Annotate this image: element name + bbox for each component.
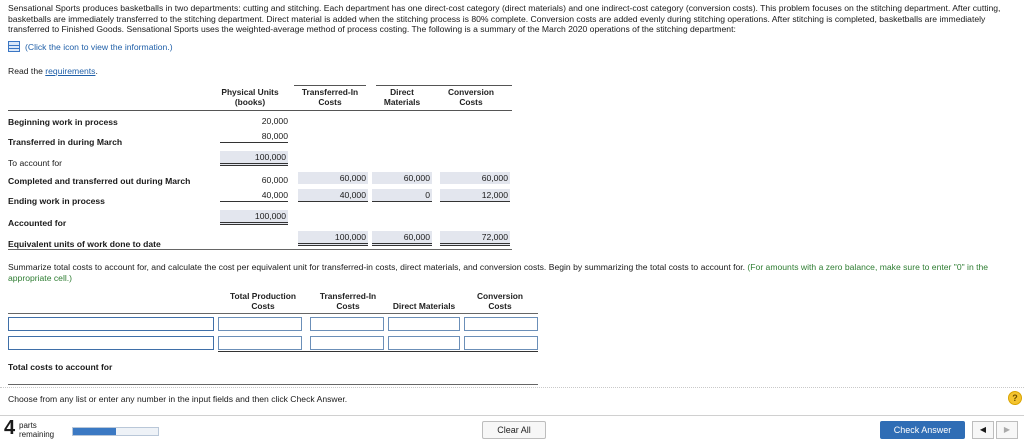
- row-label-to-account: To account for: [8, 158, 62, 168]
- row-label-transferred-in: Transferred in during March: [8, 137, 123, 147]
- header-direct-materials: Direct Materials: [383, 87, 421, 107]
- cell-equivalent-conversion: 72,000: [440, 231, 510, 246]
- subtotal-divider: [218, 351, 538, 352]
- section-separator: [0, 387, 1024, 388]
- header2-direct-materials: Direct Materials: [392, 301, 456, 311]
- total-production-input-2[interactable]: [218, 336, 302, 350]
- cell-equivalent-direct: 60,000: [372, 231, 432, 246]
- cell-to-account-physical: 100,000: [220, 151, 288, 166]
- cost-row-label-input-2[interactable]: [8, 336, 214, 350]
- requirements-link[interactable]: requirements: [45, 66, 96, 76]
- row-label-completed: Completed and transferred out during March: [8, 176, 191, 186]
- cell-ending-conversion: 12,000: [440, 189, 510, 202]
- cell-ending-physical: 40,000: [220, 190, 288, 202]
- header-divider: [8, 110, 512, 111]
- header-divider-top-right: [376, 85, 512, 86]
- header-divider-top: [294, 85, 366, 86]
- header-transferred-in: Transferred-In Costs: [301, 87, 359, 107]
- next-part-button[interactable]: ▶: [996, 421, 1018, 439]
- info-link-text[interactable]: (Click the icon to view the information.): [25, 41, 173, 52]
- summary-instructions: Summarize total costs to account for, and calculate the cost per equivalent unit for transferred-in costs, direct materials, and conversion costs. Begin by summarizing the total costs to account for. (For amounts with a zero balance, make sure to enter "0" in the appropriate cell.): [8, 262, 989, 283]
- clear-all-button[interactable]: Clear All: [482, 421, 546, 439]
- row-label-beginning: Beginning work in process: [8, 117, 118, 127]
- choose-instructions: Choose from any list or enter any number in the input fields and then click Check Answer.: [8, 394, 348, 404]
- cost-row-label-input-1[interactable]: [8, 317, 214, 331]
- row-label-equivalent: Equivalent units of work done to date: [8, 239, 161, 249]
- direct-materials-input-1[interactable]: [388, 317, 460, 331]
- progress-bar: [72, 427, 159, 436]
- cell-completed-transferred: 60,000: [298, 172, 368, 184]
- help-icon[interactable]: ?: [1008, 391, 1022, 405]
- transferred-in-input-1[interactable]: [310, 317, 384, 331]
- problem-intro: Sensational Sports produces basketballs in two departments: cutting and stitching. Each department has one direct-cost category (direct materials) and one indirect-cost category (conversion costs). This problem focuses on the stitching department. After cutting, basketballs are immediately transferred to the stitching department. Direct material is added when the stitching process is 80% complete. Conversion costs are added evenly during stitching operations. After stitching is completed, basketballs are immediately transferred to Finished Goods. Sensational Sports uses the weighted-average method of process costing. The following is a summary of the March 2020 operations of the stitching department:: [8, 3, 1001, 34]
- header2-total-production: Total Production Costs: [230, 291, 296, 311]
- progress-bar-fill: [73, 428, 116, 435]
- row-label-total-costs: Total costs to account for: [8, 362, 113, 372]
- info-link[interactable]: [8, 41, 173, 52]
- direct-materials-input-2[interactable]: [388, 336, 460, 350]
- cell-transferred-in-physical: 80,000: [220, 131, 288, 143]
- check-answer-button[interactable]: Check Answer: [880, 421, 965, 439]
- cell-ending-transferred: 40,000: [298, 189, 368, 202]
- conversion-input-1[interactable]: [464, 317, 538, 331]
- total-production-input-1[interactable]: [218, 317, 302, 331]
- header2-divider: [8, 313, 538, 314]
- read-requirements: Read the requirements.: [8, 66, 98, 76]
- parts-remaining-label: parts remaining: [19, 421, 55, 439]
- footer-divider: [0, 415, 1024, 416]
- header-conversion-costs: Conversion Costs: [447, 87, 495, 107]
- transferred-in-input-2[interactable]: [310, 336, 384, 350]
- prev-part-button[interactable]: ◀: [972, 421, 994, 439]
- parts-remaining-count: 4: [4, 417, 16, 439]
- row-label-accounted: Accounted for: [8, 218, 67, 228]
- header2-transferred-in: Transferred-In Costs: [319, 291, 377, 311]
- cell-beginning-physical: 20,000: [261, 116, 288, 126]
- cell-accounted-physical: 100,000: [220, 210, 288, 225]
- cell-equivalent-transferred: 100,000: [298, 231, 368, 246]
- summary-hint: (For amounts with a zero balance, make sure to enter "0" in the appropriate cell.): [8, 262, 989, 283]
- table1-bottom-divider: [8, 249, 512, 250]
- cell-completed-conversion: 60,000: [440, 172, 510, 184]
- cell-ending-direct: 0: [372, 189, 432, 202]
- header-physical-units: Physical Units (books): [221, 87, 279, 107]
- table-icon[interactable]: [8, 41, 20, 52]
- cell-completed-direct: 60,000: [372, 172, 432, 184]
- table2-bottom-divider: [8, 384, 538, 385]
- header2-conversion-costs: Conversion Costs: [476, 291, 524, 311]
- cell-completed-physical: 60,000: [261, 175, 288, 185]
- row-label-ending: Ending work in process: [8, 196, 105, 206]
- conversion-input-2[interactable]: [464, 336, 538, 350]
